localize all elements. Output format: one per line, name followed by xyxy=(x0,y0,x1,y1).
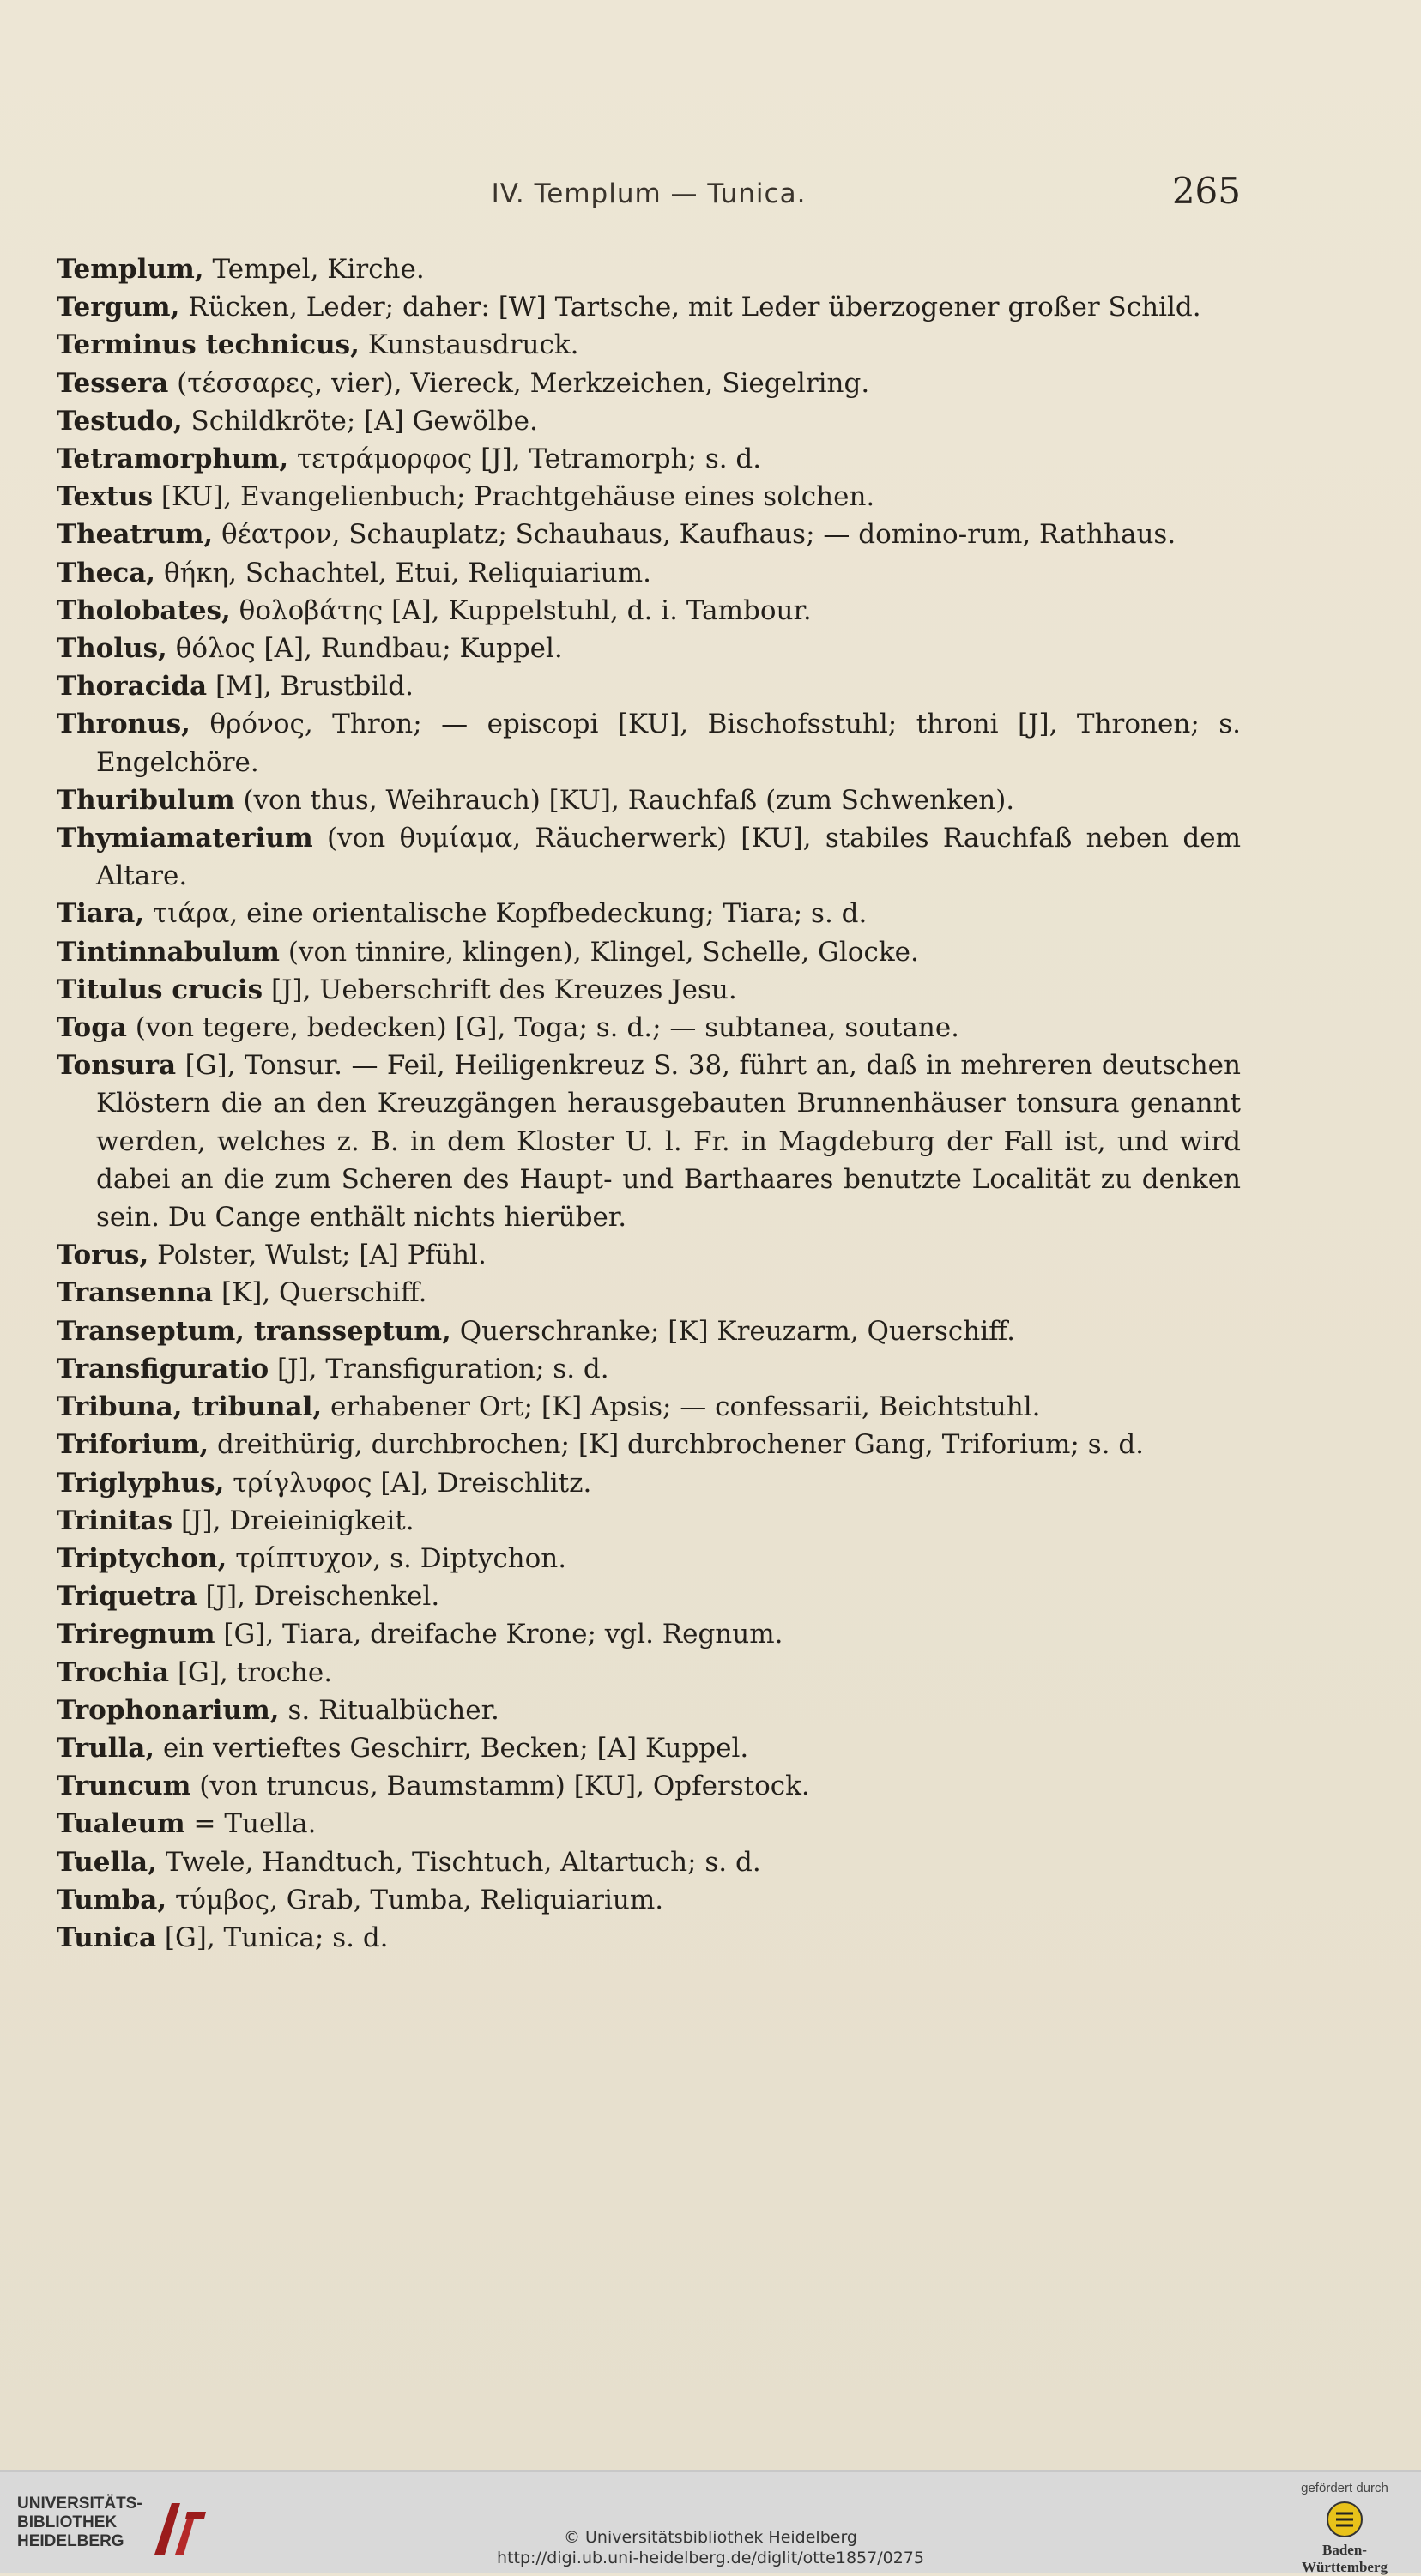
funded-by-label: gefördert durch xyxy=(1301,2481,1388,2495)
running-title: IV. Templum — Tunica. xyxy=(491,178,807,209)
entry-definition: [K], Querschiff. xyxy=(213,1277,427,1309)
entry-definition: τρίγλυφος [A], Dreischlitz. xyxy=(224,1467,592,1499)
library-logo-text: UNIVERSITÄTS- BIBLIOTHEK HEIDELBERG xyxy=(17,2495,142,2550)
glossary-entry xyxy=(57,1312,1241,1350)
funder-name: Baden-Württemberg xyxy=(1301,2542,1388,2575)
entry-headword: Terminus technicus, xyxy=(57,329,360,361)
glossary-entry xyxy=(57,326,1241,364)
entry-headword: Triquetra xyxy=(57,1581,197,1613)
entry-headword: Transenna xyxy=(57,1277,214,1309)
glossary-entry xyxy=(57,1767,1241,1805)
glossary-entry xyxy=(57,630,1241,667)
entry-definition: [G], Tiara, dreifache Krone; vgl. Regnum. xyxy=(215,1619,783,1650)
glossary-entry xyxy=(57,705,1241,781)
glossary-entry xyxy=(57,478,1241,516)
funder-logo xyxy=(1280,2481,1409,2575)
entry-headword: Transeptum, transseptum, xyxy=(57,1315,451,1347)
glossary-entry xyxy=(57,1919,1241,1957)
glossary-entry xyxy=(57,1009,1241,1047)
glossary-entry xyxy=(57,1805,1241,1843)
glossary-entry xyxy=(57,1654,1241,1692)
entry-definition: τρίπτυχον, s. Diptychon. xyxy=(227,1542,567,1574)
entry-definition: (von thus, Weihrauch) [KU], Rauchfaß (zum Schwenken). xyxy=(234,784,1015,816)
entry-definition: s. Ritualbücher. xyxy=(279,1694,499,1726)
entry-headword: Triglyphus, xyxy=(57,1467,225,1499)
entry-headword: Tessera xyxy=(57,367,169,399)
glossary-entry xyxy=(57,365,1241,402)
entry-headword: Torus, xyxy=(57,1240,149,1271)
entry-headword: Tonsura xyxy=(57,1050,177,1082)
entry-definition: τύμβος, Grab, Tumba, Reliquiarium. xyxy=(166,1884,664,1915)
page-number: 265 xyxy=(1171,170,1241,212)
entry-definition: (von tegere, bedecken) [G], Toga; s. d.; — subtanea, soutane. xyxy=(126,1012,960,1044)
entry-definition: Schildkröte; [A] Gewölbe. xyxy=(182,405,538,437)
entry-headword: Thronus, xyxy=(57,709,190,740)
entry-headword: Trinitas xyxy=(57,1505,173,1536)
entry-definition: [J], Dreieinigkeit. xyxy=(172,1505,414,1536)
glossary-entry xyxy=(57,288,1241,326)
entry-headword: Theatrum, xyxy=(57,519,214,551)
entry-headword: Tholobates, xyxy=(57,594,231,626)
entry-headword: Tunica xyxy=(57,1921,157,1953)
footer-credits xyxy=(0,2527,1421,2568)
entry-definition: (von truncus, Baumstamm) [KU], Opferstock. xyxy=(190,1771,810,1802)
glossary-entry xyxy=(57,933,1241,971)
entry-headword: Theca, xyxy=(57,557,156,588)
glossary-entry xyxy=(57,1615,1241,1653)
entry-headword: Testudo, xyxy=(57,405,183,437)
entry-definition: θήκη, Schachtel, Etui, Reliquiarium. xyxy=(155,557,651,588)
entry-headword: Triptychon, xyxy=(57,1542,227,1574)
glossary-entry xyxy=(57,1729,1241,1767)
entry-definition: [J], Transfiguration; s. d. xyxy=(269,1353,609,1385)
entry-definition: [G], Tunica; s. d. xyxy=(156,1921,389,1953)
entry-definition: [G], troche. xyxy=(169,1656,333,1688)
coat-of-arms-icon xyxy=(1326,2501,1364,2538)
glossary-entry xyxy=(57,1502,1241,1540)
entry-headword: Tergum, xyxy=(57,292,180,323)
entry-headword: Tualeum xyxy=(57,1808,185,1840)
glossary-entry xyxy=(57,402,1241,440)
viewer-footer xyxy=(0,2470,1421,2573)
entry-headword: Tumba, xyxy=(57,1884,167,1915)
glossary-entry xyxy=(57,1047,1241,1236)
copyright-text: © Universitätsbibliothek Heidelberg xyxy=(563,2528,857,2547)
glossary-entry xyxy=(57,440,1241,478)
glossary-entry xyxy=(57,1274,1241,1312)
entry-headword: Tiara, xyxy=(57,898,145,930)
entry-definition: τετράμορφος [J], Tetramorph; s. d. xyxy=(288,443,762,475)
glossary-entry xyxy=(57,1540,1241,1578)
entry-definition: θέατρον, Schauplatz; Schauhaus, Kaufhaus; — domino-rum, Rathhaus. xyxy=(213,519,1176,551)
entry-definition: [M], Brustbild. xyxy=(207,671,414,703)
entry-definition: (τέσσαρες, vier), Viereck, Merkzeichen, Siegelring. xyxy=(168,367,870,399)
entry-definition: (von tinnire, klingen), Klingel, Schelle, Glocke. xyxy=(279,936,919,968)
entry-headword: Toga xyxy=(57,1012,127,1044)
glossary-entries xyxy=(57,250,1241,1957)
entry-definition: [J], Dreischenkel. xyxy=(197,1581,440,1613)
running-header xyxy=(57,170,1241,221)
glossary-entry xyxy=(57,1350,1241,1388)
entry-definition: erhabener Ort; [K] Apsis; — confessarii, Beichtstuhl. xyxy=(322,1391,1041,1423)
entry-definition: Tempel, Kirche. xyxy=(203,254,425,285)
entry-definition: ein vertieftes Geschirr, Becken; [A] Kuppel. xyxy=(154,1732,749,1764)
entry-definition: θολοβάτης [A], Kuppelstuhl, d. i. Tambour. xyxy=(230,594,812,626)
entry-headword: Tetramorphum, xyxy=(57,443,289,475)
entry-definition: dreithürig, durchbrochen; [K] durchbrochener Gang, Triforium; s. d. xyxy=(209,1429,1145,1461)
entry-definition: [KU], Evangelienbuch; Prachtgehäuse eines solchen. xyxy=(153,481,875,513)
entry-headword: Thymiamaterium xyxy=(57,823,313,854)
entry-definition: [G], Tonsur. — Feil, Heiligenkreuz S. 38, führt an, daß in mehreren deutschen Klöstern die an den Kreuzgängen herausgebauten Brunnenhäuser tonsura genannt werden, welches z. B. in dem Kloster U. l. Fr. in Magdeburg der Fall ist, und wird dabei an die zum Scheren des Haupt- und Barthaares benutzte Localität zu denken sein. Du Cange enthält nichts hierüber. xyxy=(96,1050,1241,1234)
entry-definition: θρόνος, Thron; — episcopi [KU], Bischofsstuhl; throni [J], Thronen; s. Engelchöre. xyxy=(96,709,1241,778)
entry-headword: Thoracida xyxy=(57,671,208,703)
glossary-entry xyxy=(57,781,1241,819)
entry-definition: = Tuella. xyxy=(184,1808,317,1840)
entry-definition: Querschranke; [K] Kreuzarm, Querschiff. xyxy=(450,1315,1015,1347)
entry-headword: Triforium, xyxy=(57,1429,209,1461)
entry-definition: Rücken, Leder; daher: [W] Tartsche, mit Leder überzogener großer Schild. xyxy=(179,292,1201,323)
entry-headword: Tholus, xyxy=(57,633,167,665)
entry-definition: (von θυμίαμα, Räucherwerk) [KU], stabiles Rauchfaß neben dem Altare. xyxy=(96,823,1241,892)
glossary-entry xyxy=(57,1843,1241,1881)
glossary-entry xyxy=(57,819,1241,895)
entry-definition: Twele, Handtuch, Tischtuch, Altartuch; s. d. xyxy=(156,1846,761,1878)
glossary-entry xyxy=(57,1578,1241,1615)
entry-headword: Tintinnabulum xyxy=(57,936,280,968)
glossary-entry xyxy=(57,1426,1241,1463)
entry-definition: τιάρα, eine orientalische Kopfbedeckung; Tiara; s. d. xyxy=(144,898,868,930)
glossary-entry xyxy=(57,1881,1241,1919)
entry-headword: Triregnum xyxy=(57,1619,215,1650)
entry-headword: Titulus crucis xyxy=(57,974,263,1005)
entry-headword: Thuribulum xyxy=(57,784,235,816)
glossary-entry xyxy=(57,667,1241,705)
glossary-entry xyxy=(57,1464,1241,1502)
entry-definition: [J], Ueberschrift des Kreuzes Jesu. xyxy=(263,974,737,1005)
entry-definition: θόλος [A], Rundbau; Kuppel. xyxy=(166,633,563,665)
entry-definition: Polster, Wulst; [A] Pfühl. xyxy=(148,1240,487,1271)
glossary-entry xyxy=(57,1692,1241,1729)
entry-headword: Trulla, xyxy=(57,1732,155,1764)
entry-headword: Tuella, xyxy=(57,1846,157,1878)
entry-headword: Tribuna, tribunal, xyxy=(57,1391,323,1423)
glossary-entry xyxy=(57,971,1241,1009)
glossary-entry xyxy=(57,554,1241,592)
glossary-entry xyxy=(57,592,1241,630)
entry-headword: Trochia xyxy=(57,1656,170,1688)
entry-headword: Transfiguratio xyxy=(57,1353,269,1385)
glossary-entry xyxy=(57,516,1241,553)
entry-headword: Textus xyxy=(57,481,154,513)
entry-headword: Truncum xyxy=(57,1771,191,1802)
glossary-entry xyxy=(57,1236,1241,1274)
glossary-entry xyxy=(57,895,1241,932)
glossary-entry xyxy=(57,250,1241,288)
entry-headword: Trophonarium, xyxy=(57,1694,280,1726)
glossary-entry xyxy=(57,1388,1241,1426)
entry-definition: Kunstausdruck. xyxy=(359,329,579,361)
permalink[interactable]: http://digi.ub.uni-heidelberg.de/diglit/otte1857/0275 xyxy=(497,2549,924,2567)
entry-headword: Templum, xyxy=(57,254,204,285)
